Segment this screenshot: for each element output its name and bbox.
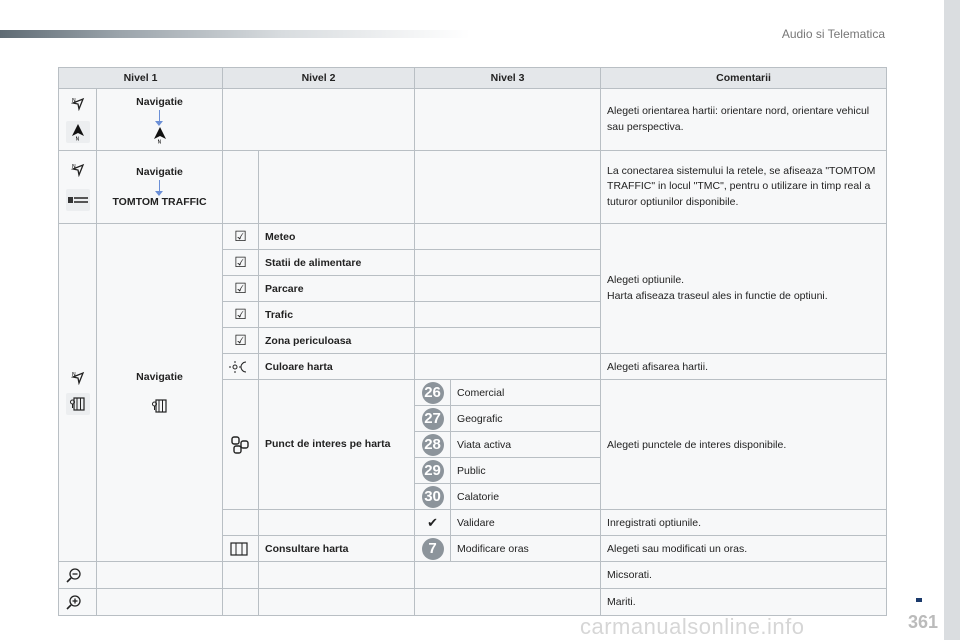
poi-number-badge: 29 xyxy=(422,460,444,482)
checkbox-icon: ☑ xyxy=(223,302,259,328)
watermark: carmanualsonline.info xyxy=(580,614,805,639)
level2-cell xyxy=(97,89,223,151)
svg-text:N: N xyxy=(75,136,79,141)
poi-item-commercial: Comercial xyxy=(451,380,601,406)
table-row xyxy=(59,224,887,250)
poi-item-geographic: Geografic xyxy=(451,406,601,432)
zoom-in-icon xyxy=(59,589,97,616)
table-row xyxy=(59,89,887,151)
page-marker xyxy=(916,598,922,602)
north-up-icon xyxy=(152,126,168,144)
map-settings-icon xyxy=(151,397,169,415)
header-level3: Nivel 3 xyxy=(415,68,601,89)
table-header-row xyxy=(59,68,887,89)
level2-navigatie-label: Navigatie xyxy=(136,370,183,383)
svg-text:N: N xyxy=(71,97,76,104)
comment-cell: Alegeti orientarea hartii: orientare nord, orientare vehicul sau perspectiva. xyxy=(601,89,887,151)
consult-number-badge: 7 xyxy=(422,538,444,560)
checkbox-icon: ☑ xyxy=(223,250,259,276)
info-comment-cell: Alegeti optiunile. Harta afiseaza traseul ales in functie de optiuni. xyxy=(601,224,887,354)
table-row xyxy=(59,562,887,589)
zoom-out-comment: Micsorati. xyxy=(601,562,887,589)
header-bar xyxy=(0,30,470,38)
table-row xyxy=(59,151,887,224)
poi-number-badge: 27 xyxy=(422,408,444,430)
svg-text:N: N xyxy=(157,139,161,144)
poi-comment: Alegeti punctele de interes disponibile. xyxy=(601,380,887,510)
tomtom-traffic-icon xyxy=(66,189,90,211)
checkmark-icon: ✔ xyxy=(415,510,451,536)
poi-icon xyxy=(223,380,259,510)
header-level2: Nivel 2 xyxy=(223,68,415,89)
consult-map-label: Consultare harta xyxy=(259,536,415,562)
level2-navigatie-label: Navigatie xyxy=(136,166,183,178)
zoom-in-comment: Mariti. xyxy=(601,589,887,616)
modify-city-label: Modificare oras xyxy=(451,536,601,562)
level2-cell xyxy=(97,151,223,224)
poi-label: Punct de interes pe harta xyxy=(259,380,415,510)
section-title: Audio si Telematica xyxy=(781,27,885,41)
header-comments: Comentarii xyxy=(601,68,887,89)
svg-text:N: N xyxy=(71,164,76,170)
level2-cell xyxy=(97,224,223,562)
consult-comment: Alegeti sau modificati un oras. xyxy=(601,536,887,562)
poi-number-badge: 26 xyxy=(422,382,444,404)
validate-label: Validare xyxy=(451,510,601,536)
navigation-menu-table xyxy=(58,67,887,616)
info-item-fuel: Statii de alimentare xyxy=(259,250,415,276)
level1-icons xyxy=(59,224,97,562)
poi-number-badge: 30 xyxy=(422,486,444,508)
poi-number-badge: 28 xyxy=(422,434,444,456)
checkbox-icon: ☑ xyxy=(223,276,259,302)
table-row xyxy=(59,589,887,616)
day-night-icon xyxy=(223,354,259,380)
validate-comment: Inregistrati optiunile. xyxy=(601,510,887,536)
map-color-comment: Alegeti afisarea hartii. xyxy=(601,354,887,380)
level1-icons xyxy=(59,151,97,224)
info-item-traffic: Trafic xyxy=(259,302,415,328)
map-color-label: Culoare harta xyxy=(259,354,415,380)
zoom-out-icon xyxy=(59,562,97,589)
info-item-danger-zone: Zona periculoasa xyxy=(259,328,415,354)
arrow-down-icon xyxy=(159,180,160,192)
page-number: 361 xyxy=(907,612,938,632)
poi-item-travel: Calatorie xyxy=(451,484,601,510)
arrow-down-icon xyxy=(159,110,160,122)
map-settings-icon xyxy=(66,393,90,415)
page-edge-strip xyxy=(944,0,960,640)
header-level1: Nivel 1 xyxy=(59,68,223,89)
checkbox-icon: ☑ xyxy=(223,328,259,354)
comment-cell: La conectarea sistemului la retele, se afiseaza "TOMTOM TRAFFIC" in locul "TMC", pentru o utilizare in timp real a tuturor optiunilor disponibile. xyxy=(601,151,887,224)
info-item-meteo: Meteo xyxy=(259,224,415,250)
info-item-parking: Parcare xyxy=(259,276,415,302)
level1-icons xyxy=(59,89,97,151)
map-view-icon xyxy=(223,536,259,562)
north-up-icon xyxy=(66,121,90,143)
map-orientation-icon xyxy=(71,97,85,111)
level2-tomtom-label: TOMTOM TRAFFIC xyxy=(112,196,207,208)
map-orientation-icon xyxy=(71,371,85,385)
map-orientation-icon xyxy=(71,163,85,177)
poi-item-public: Public xyxy=(451,458,601,484)
level2-navigatie-label: Navigatie xyxy=(136,95,183,108)
poi-item-active-life: Viata activa xyxy=(451,432,601,458)
svg-text:N: N xyxy=(71,371,76,378)
checkbox-icon: ☑ xyxy=(223,224,259,250)
